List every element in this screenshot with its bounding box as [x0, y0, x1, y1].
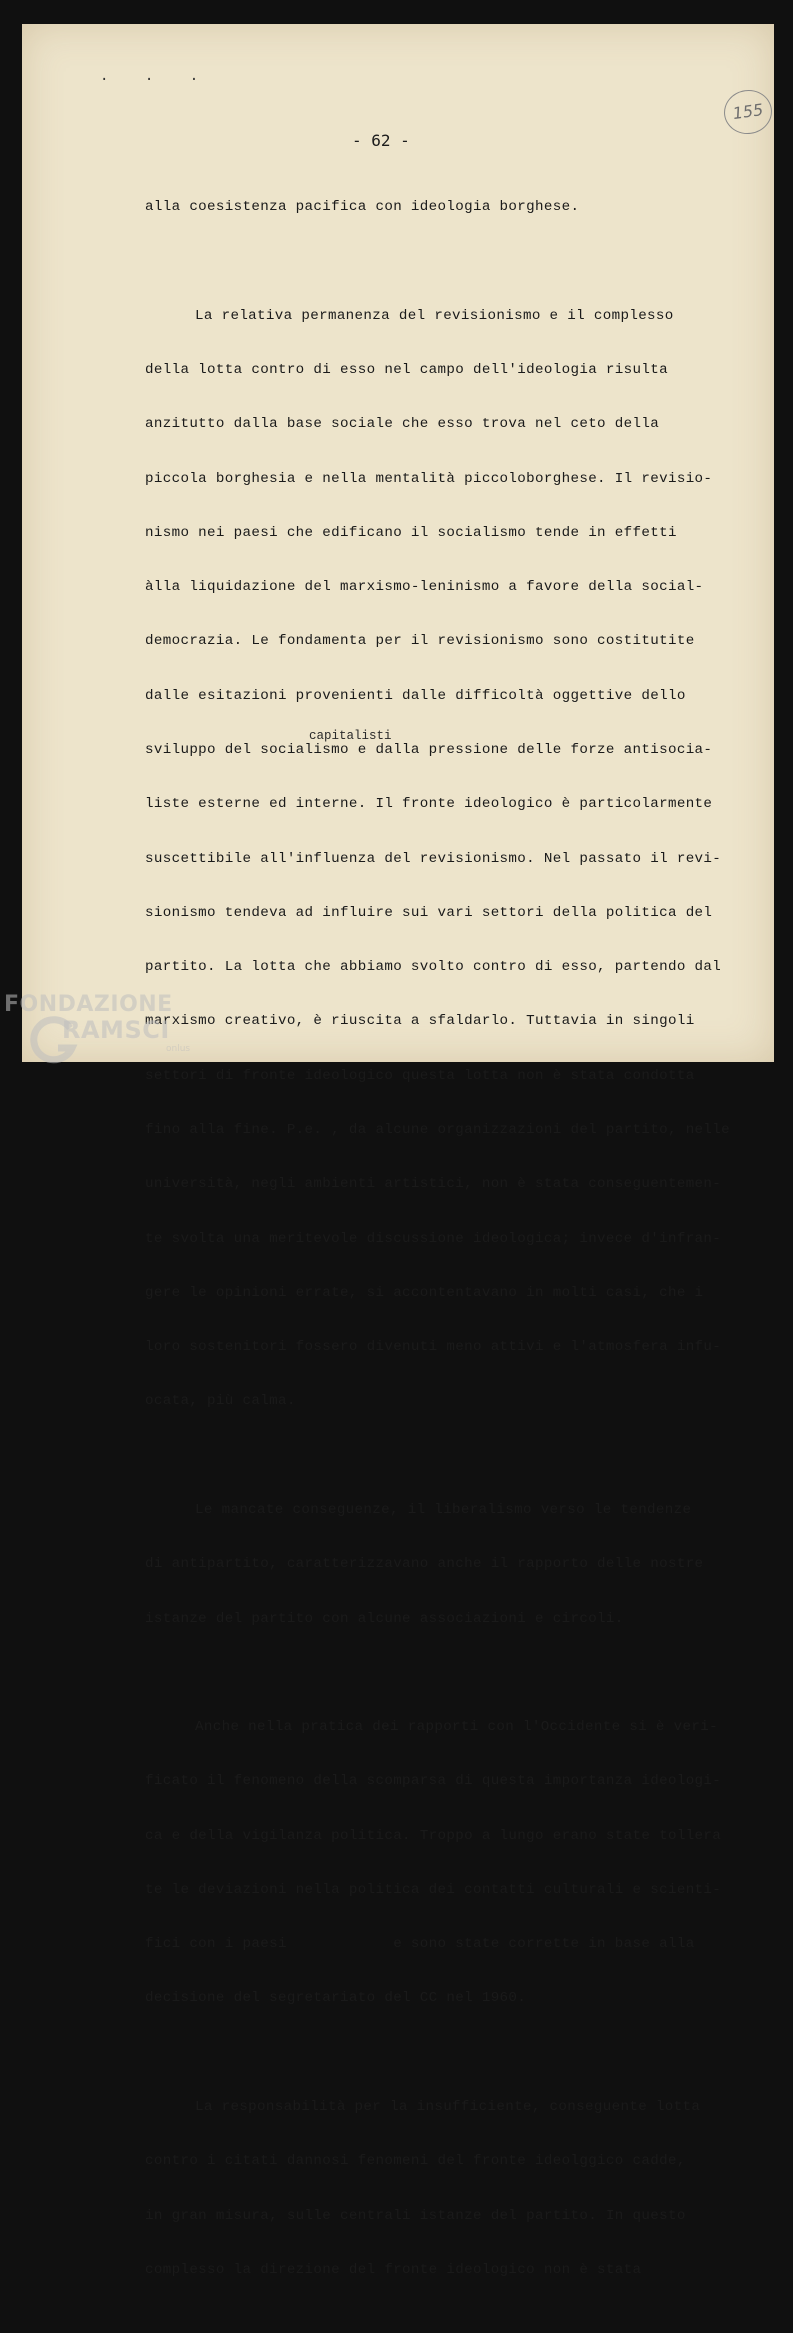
paragraph-0: [145, 162, 775, 252]
text-line: piccola borghesia e nella mentalità piccoloborghese. Il revisio-: [145, 470, 713, 487]
watermark-line2: RAMSCI: [62, 1016, 170, 1044]
archive-watermark: [4, 992, 204, 1072]
watermark-line1: FONDAZIONE: [4, 992, 173, 1017]
text-line: sviluppo del socialismo e dalla pressione delle forze antisocia-: [145, 742, 713, 758]
text-line: La responsabilità per la insufficiente, conseguente lotta: [195, 2099, 701, 2116]
text-line: anzitutto dalla base sociale che esso trova nel ceto della: [145, 416, 660, 433]
text-line: complesso la direzione del fronte ideologico non è stata: [145, 2261, 642, 2278]
text-line: istanze del partito con alcune associazioni e circoli.: [145, 1610, 624, 1627]
text-line: della lotta contro di esso nel campo dell'ideologia risulta: [145, 362, 668, 379]
inserted-word: capitalisti: [309, 729, 392, 743]
text-line: fino alla fine. P.e. , da alcune organizzazioni del partito, nelle: [145, 1121, 731, 1138]
text-line: àlla liquidazione del marxismo-leninismo a favore della social-: [145, 579, 704, 596]
text-line: La relativa permanenza del revisionismo e il complesso: [195, 307, 674, 324]
text-line: loro sostenitori fossero divenuti meno attivi e l'atmosfera infu-: [145, 1339, 722, 1356]
text-line: di antipartito, caratterizzavano anche il rapporto delle nostre: [145, 1556, 704, 1573]
text-line: Anche nella pratica dei rapporti con l'Occidente si è veri-: [195, 1719, 718, 1736]
document-body: [145, 162, 775, 2333]
text-line: università, negli ambienti artistici, non è stata conseguentemen-: [145, 1176, 722, 1193]
text-line: ca e della vigilanza politica. Troppo a lungo erano state tollera: [145, 1827, 722, 1844]
text-line: alla coesistenza pacifica con ideologia borghese.: [145, 199, 580, 216]
text-line: partito. La lotta che abbiamo svolto contro di esso, partendo dal: [145, 959, 722, 976]
text-line: ficato il fenomeno della scomparsa di questa importanza ideologi-: [145, 1773, 722, 1790]
text-line: democrazia. Le fondamenta per il revisionismo sono costitutite: [145, 633, 695, 650]
paragraph-2: [145, 1465, 775, 1664]
paragraph-3: [145, 1682, 775, 2044]
text-line: nismo nei paesi che edificano il socialismo tende in effetti: [145, 524, 677, 541]
text-line: te svolta una meritevole discussione ideologica; invece d'infran-: [145, 1230, 722, 1247]
paragraph-1: [145, 271, 775, 1447]
watermark-onlus: onlus: [166, 1044, 191, 1054]
text-line: Le mancate conseguenze, il liberalismo verso le tendenze: [195, 1501, 692, 1518]
text-line: liste esterne ed interne. Il fronte ideologico è particolarmente: [145, 796, 713, 813]
text-line: gere le opinioni errate, si accontentavano in molti casi, che i: [145, 1284, 704, 1301]
text-line: decisione del segretariato del CC nel 1960.: [145, 1990, 527, 2007]
text-line: in gran misura, sulle centrali istanze del partito. In questo: [145, 2207, 686, 2224]
text-line: suscettibile all'influenza del revisionismo. Nel passato il revi-: [145, 850, 722, 867]
text-line: dalle esitazioni provenienti dalle difficoltà oggettive dello: [145, 687, 686, 704]
text-line: ocata, più calma.: [145, 1393, 296, 1410]
text-line: fici con i paesi e sono state corrette in base alla: [145, 1936, 695, 1953]
text-line: settori di fronte ideologico questa lotta non è stata condotta: [145, 1067, 695, 1084]
text-line: contro i citati dannosi fenomeni del fronte ideolggico cadde,: [145, 2153, 686, 2170]
archive-number-stamp: 155: [721, 87, 775, 137]
text-line: sionismo tendeva ad influire sui vari settori della politica del: [145, 904, 713, 921]
text-line: marxismo creativo, è riuscita a sfaldarlo. Tuttavia in singoli: [145, 1013, 695, 1030]
page-number: - 62 -: [352, 131, 410, 150]
text-line: te le deviazioni nella politica dei contatti culturali e scienti-: [145, 1881, 722, 1898]
paragraph-4: [145, 2062, 775, 2315]
top-marks: . . .: [100, 68, 213, 84]
